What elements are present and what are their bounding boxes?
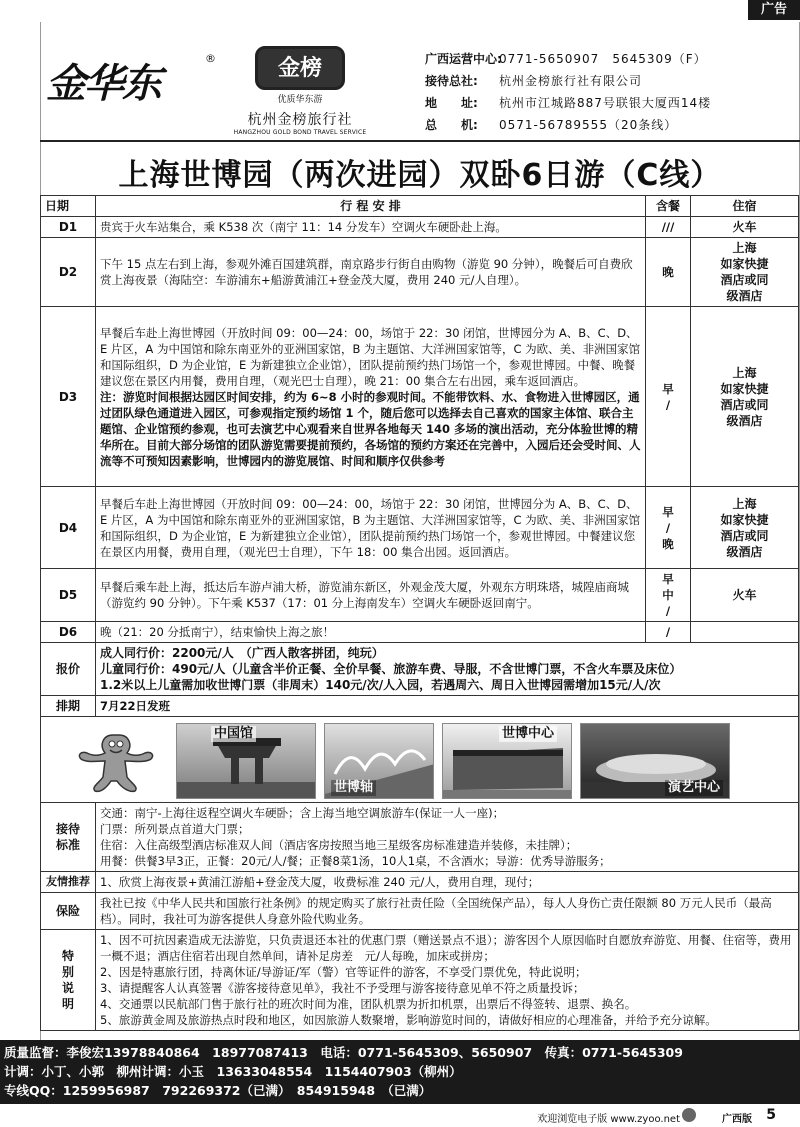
standards-line: 交通：南宁-上海往返程空调火车硬卧；含上海当地空调旅游车(保证一人一座)； [100, 806, 505, 820]
agency-name-cn: 杭州金榜旅行社 [247, 112, 353, 128]
photo-expo-axis [324, 723, 434, 799]
insurance-label: 保险 [41, 893, 96, 930]
day-text: 早餐后车赴上海世博园（开放时间 09：00—24：00，场馆于 22：30 闭馆，世博园分为 A、B、C、D、E 片区，A 为中国馆和除东南亚外的亚洲国家馆，B 为主题馆、大洋洲国家馆等，C 为欧、美、非洲国家馆和国际组织，D 为企业馆，E 为新建独立企业馆），团队提前预约热门场馆一个，参观世博园。中餐、晚餐建议您在景区内用餐，费用自理，（观光巴士自理），晚 21：00 集合左右出园，乘车返回酒店。 [100, 325, 641, 388]
day-lodging: 火车 [691, 569, 799, 622]
day-text: 下午 15 点左右到上海，参观外滩百国建筑群，南京路步行街自由购物（游览 90 分钟），晚餐后可自费欣赏上海夜景（海陆空：车游浦东+船游黄浦江+登金茂大厦，费用 240 元/人自理）。 [96, 238, 646, 307]
notes-line: 1、因不可抗因素造成无法游览，只负责退还本社的优惠门票（赠送景点不退）；游客因个人原因临时自愿放弃游览、用餐、住宿等，费用一概不退；酒店住宿若出现自然单间，请补足房差 元/人每晚，加床或拼房； [100, 933, 792, 963]
header-itinerary: 行 程 安 排 [96, 196, 646, 217]
jinhuadong-logo [46, 52, 216, 132]
itinerary-table [40, 195, 799, 1031]
day-note: 注：游览时间根据达园区时间安排，约为 6~8 小时的参观时间。不能带饮料、水、食物进入世博园区，通过团队绿色通道进入园区，可参观指定预约场馆 1 个，随后您可以选择去自己喜欢的国家主体馆、联合主题馆、企业馆预约参观，也可去演艺中心观看来自世界各地每天 140 多场的演出活动，充分体验世博的精华所在。目前大部分场馆的团队游览需要提前预约，各场馆的预约方案还在完善中，入园后还会受时间、人流等不可预知因素影响，世博园内的游览展馆、时间和顺序仅供参考 [100, 389, 641, 468]
footer-line: 专线QQ：1259956987 792269372（已满） 854915948 （已满） [4, 1083, 432, 1098]
agency-name-en: HANGZHOU GOLD BOND TRAVEL SERVICE [233, 129, 367, 136]
schedule-label: 排期 [41, 696, 96, 717]
footer-line: 计调：小丁、小郭 柳州计调：小玉 13633048554 1154407903（柳州） [4, 1064, 462, 1079]
contact-row: 地 址: 杭州市江城路887号联银大厦西14楼 [425, 96, 712, 110]
day-lodging: 火车 [691, 217, 799, 238]
footer-line: 质量监督：李俊宏13978840864 18977087413 电话：0771-5645309、5650907 传真：0771-5645309 [4, 1045, 683, 1060]
price-line: 儿童同行价：490元/人（儿童含半价正餐、全价早餐、旅游车费、导服，不含世博门票，不含火车票及床位） [100, 662, 682, 676]
day-lodging: 上海 如家快捷 酒店或同 级酒店 [691, 487, 799, 569]
table-row [41, 307, 799, 487]
photo-row [41, 717, 799, 803]
photo-expo-center [442, 723, 572, 799]
logo1-text: 金华东 [46, 60, 160, 107]
day-lodging: 上海 如家快捷 酒店或同 级酒店 [691, 238, 799, 307]
notes-content [96, 930, 799, 1031]
table-row [41, 569, 799, 622]
day-meals: 早 / [646, 307, 691, 487]
notes-line: 2、因是特惠旅行团，持离休证/导游证/军（警）官等证件的游客，不享受门票优免，特此说明； [100, 965, 587, 979]
section-tag: 广告 [748, 0, 800, 20]
standards-line: 门票：所列景点首道大门票； [100, 822, 250, 836]
standards-content [96, 803, 799, 872]
haibao-mascot-icon [73, 731, 163, 795]
contact-row: 接待总社: 杭州金榜旅行社有限公司 [425, 74, 643, 88]
day-meals: 早 中 / [646, 569, 691, 622]
standards-line: 用餐：供餐3早3正，正餐：20元/人/餐；正餐8菜1汤，10人1桌，不含酒水；导游：优秀导游服务； [100, 854, 611, 868]
day-meals: / [646, 622, 691, 643]
day-meals: /// [646, 217, 691, 238]
schedule-row [41, 696, 799, 717]
standards-row [41, 803, 799, 872]
standards-label: 接待 标准 [41, 803, 96, 872]
contact-row: 广西运营中心: 0771-5650907 5645309（F） [425, 52, 707, 66]
day-text: 晚（21：20 分抵南宁），结束愉快上海之旅！ [96, 622, 646, 643]
price-line: 成人同行价：2200元/人 （广西人散客拼团，纯玩） [100, 646, 384, 660]
photo-strip [41, 717, 799, 803]
schedule-text: 7月22日发班 [96, 696, 799, 717]
edition-label: 广西版 [722, 1114, 752, 1125]
day-label: D4 [41, 487, 96, 569]
header [40, 40, 800, 140]
recommend-text: 1、欣赏上海夜景+黄浦江游船+登金茂大厦，收费标准 240 元/人，费用自理，现付； [96, 872, 799, 893]
table-header [41, 196, 799, 217]
day-text: 早餐后车赴上海世博园（开放时间 09：00—24：00，场馆于 22：30 闭馆，世博园分为 A、B、C、D、E 片区，A 为中国馆和除东南亚外的亚洲国家馆，B 为主题馆、大洋洲国家馆等，C 为欧、美、非洲国家馆和国际组织，D 为企业馆，E 为新建独立企业馆），团队提前预约热门场馆一个，参观世博园。中餐建议您在景区内用餐，费用自理，（观光巴士自理），下午 18：00 集合出园。返回酒店。 [96, 487, 646, 569]
notes-label: 特 别 说 明 [41, 930, 96, 1031]
tour-title: 上海世博园（两次进园）双卧6日游（C线） [118, 158, 722, 193]
table-row [41, 238, 799, 307]
header-meals: 含餐 [646, 196, 691, 217]
notes-line: 5、旅游黄金周及旅游热点时段和地区，如因旅游人数聚增，影响游览时间的，请做好相应的心理准备，并给予充分谅解。 [100, 1013, 717, 1027]
photo-china-pavilion [176, 723, 316, 799]
day-label: D5 [41, 569, 96, 622]
recommend-row [41, 872, 799, 893]
table-row [41, 217, 799, 238]
insurance-row [41, 893, 799, 930]
day-meals: 晚 [646, 238, 691, 307]
jinbang-seal: 金榜 [255, 46, 345, 90]
contact-row: 总 机: 0571-56789555（20条线） [425, 118, 678, 132]
photo-caption: 中国馆 [211, 726, 256, 742]
contact-block [425, 48, 795, 136]
insurance-text: 我社已按《中华人民共和国旅行社条例》的规定购买了旅行社责任险（全国统保产品），每人人身伤亡责任限额 80 万元人民币（最高档）。同时，我社可为游客提供人身意外险代购业务。 [96, 893, 799, 930]
day-label: D1 [41, 217, 96, 238]
header-lodging: 住宿 [691, 196, 799, 217]
page-number: 5 [766, 1107, 776, 1123]
photo-caption: 世博轴 [331, 780, 376, 796]
photo-performance-center [580, 723, 730, 799]
site-url: 欢迎浏览电子版 www.zyoo.net [537, 1114, 680, 1125]
header-date: 日期 [41, 196, 96, 217]
day-label: D6 [41, 622, 96, 643]
notes-row [41, 930, 799, 1031]
photo-caption: 演艺中心 [665, 780, 723, 796]
price-label: 报价 [41, 643, 96, 696]
recommend-label: 友情推荐 [41, 872, 96, 893]
standards-line: 住宿：入住高级型酒店标准双人间（酒店客房按照当地三星级客房标准建造并装修，未挂牌）； [100, 838, 578, 852]
page-bottom [0, 1104, 800, 1127]
day-lodging: 上海 如家快捷 酒店或同 级酒店 [691, 307, 799, 487]
top-bar [0, 0, 800, 20]
day-label: D3 [41, 307, 96, 487]
header-rule [40, 140, 800, 142]
day-lodging [691, 622, 799, 643]
day-text: 贵宾于火车站集合，乘 K538 次（南宁 11：14 分发车）空调火车硬卧赴上海。 [96, 217, 646, 238]
day-meals: 早 / 晚 [646, 487, 691, 569]
price-row [41, 643, 799, 696]
notes-line: 4、交通票以民航部门售于旅行社的班次时间为准，团队机票为折扣机票，出票后不得签转、退票、换名。 [100, 997, 637, 1011]
zyoo-logo-icon [682, 1108, 696, 1122]
jinbang-logo [230, 46, 370, 134]
seal-sub: 优质华东游 [277, 95, 323, 105]
day-text: 早餐后乘车赴上海，抵达后车游卢浦大桥，游览浦东新区，外观金茂大厦，外观东方明珠塔，城隍庙商城（游览约 90 分钟）。下午乘 K537（17：01 分上海南发车）空调火车硬卧返回南宁。 [96, 569, 646, 622]
day-label: D2 [41, 238, 96, 307]
photo-caption: 世博中心 [499, 726, 557, 742]
price-content [96, 643, 799, 696]
registered-mark: ® [205, 52, 216, 65]
price-line: 1.2米以上儿童需加收世博门票（非周末）140元/次/人入园，若遇周六、周日入世博园需增加15元/人/次 [100, 678, 661, 692]
day-content [96, 307, 646, 487]
table-row [41, 487, 799, 569]
footer-bar [0, 1040, 800, 1104]
table-row [41, 622, 799, 643]
notes-line: 3、请提醒客人认真签署《游客接待意见单》，我社不予受理与游客接待意见单不符之质量投诉； [100, 981, 585, 995]
